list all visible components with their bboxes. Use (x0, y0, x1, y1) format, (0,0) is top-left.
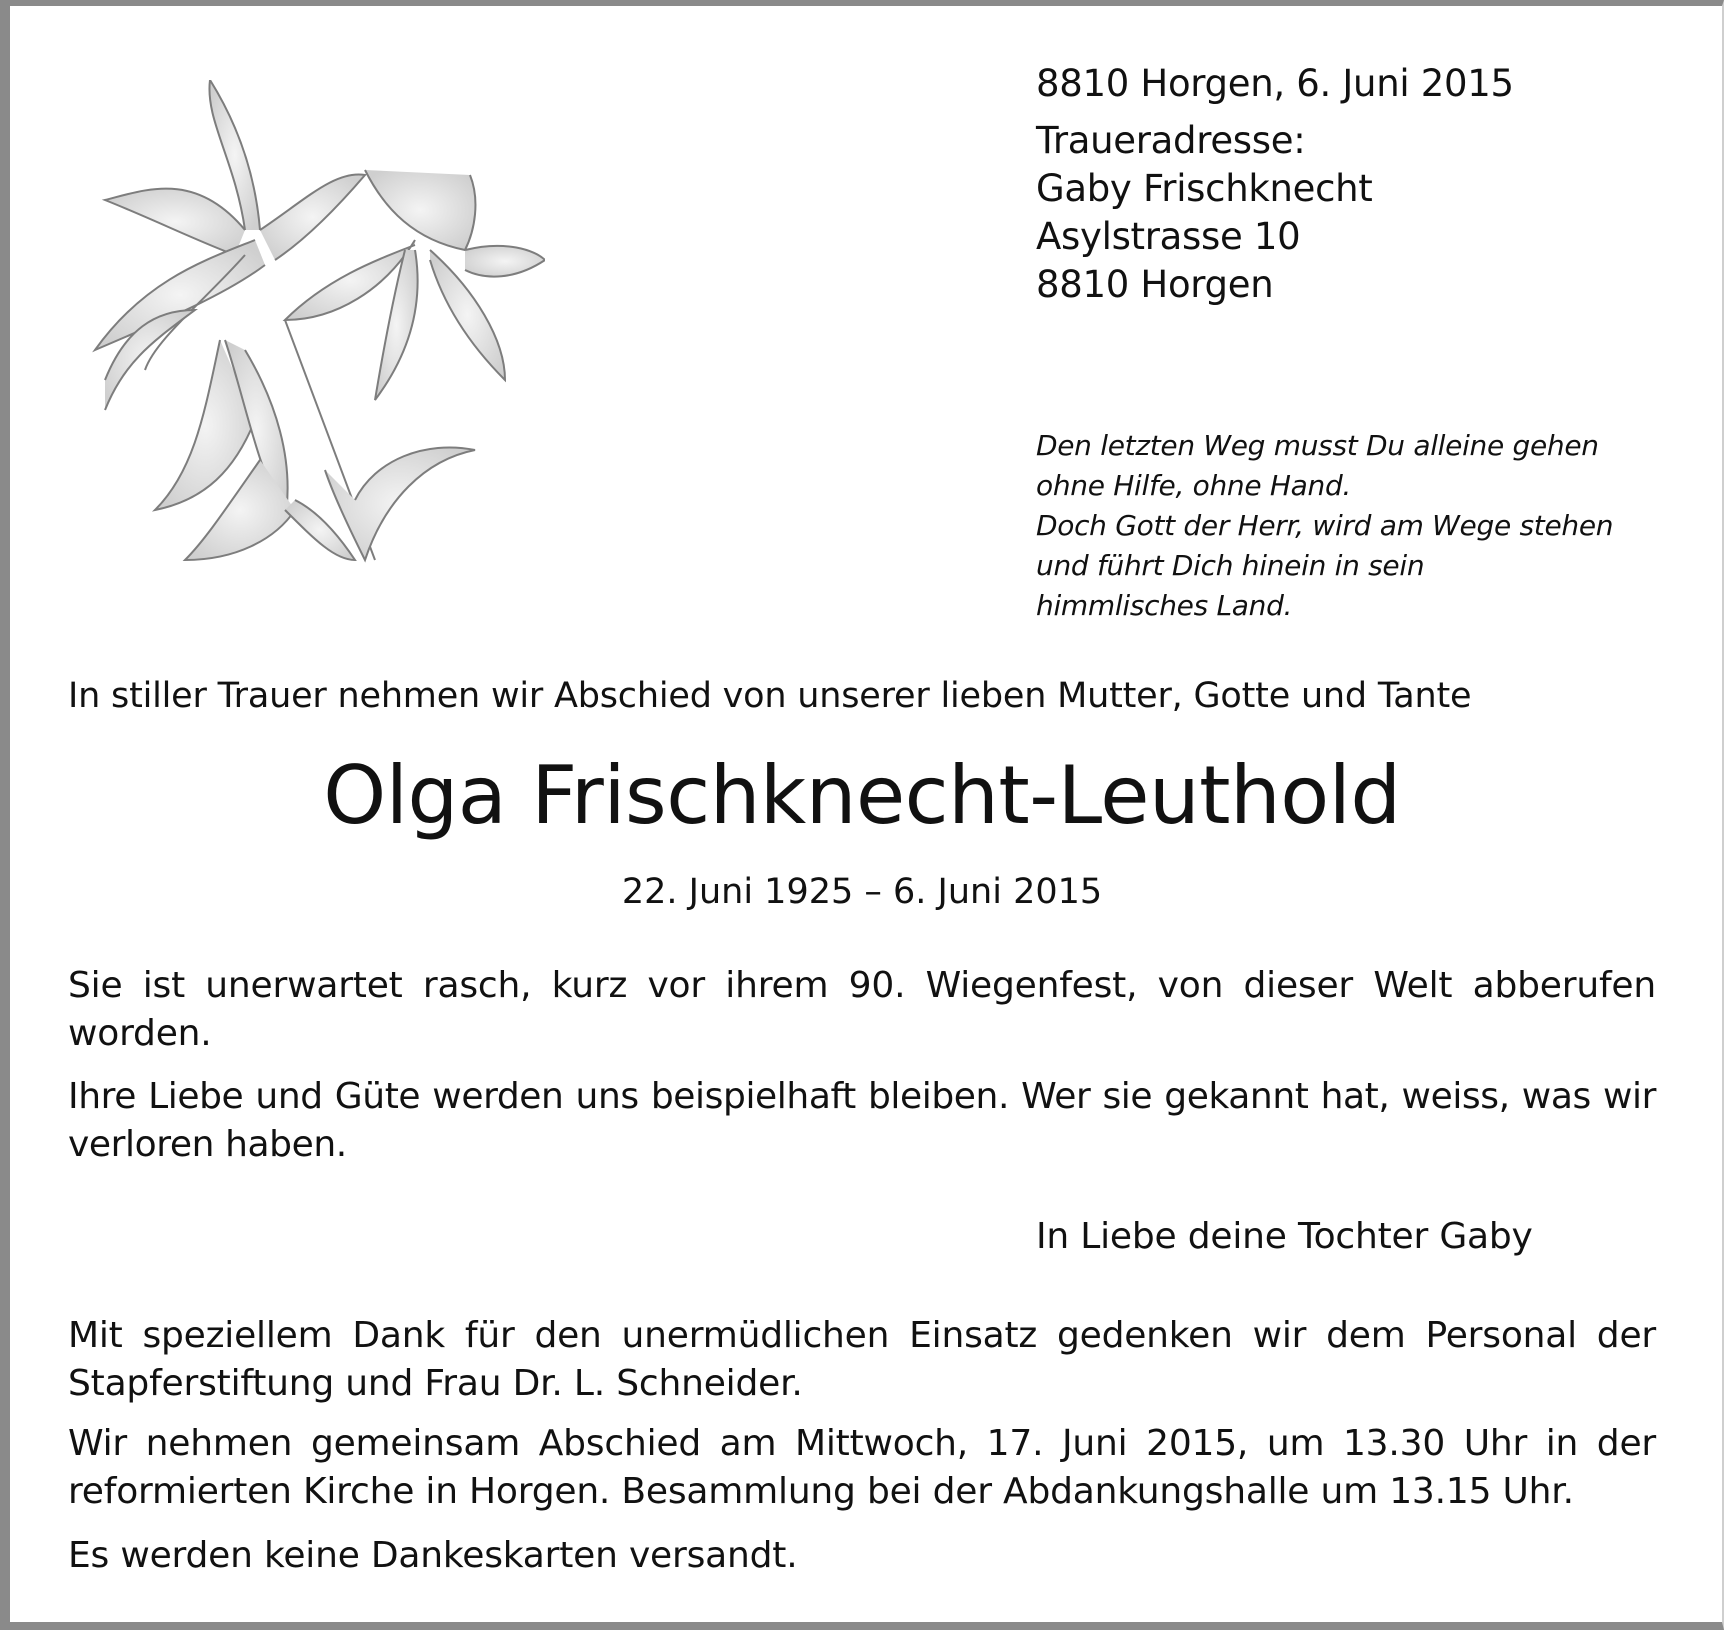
paragraph-thanks: Mit speziellem Dank für den unermüdlichen Einsatz gedenken wir dem Personal der Stapferstiftung und Frau Dr. L. Schneider. (68, 1315, 1656, 1404)
life-dates: 22. Juni 1925 – 6. Juni 2015 (621, 872, 1103, 912)
address-name: Gaby Frischknecht (1036, 167, 1373, 210)
address-city: 8810 Horgen (1036, 263, 1274, 306)
poem (1036, 426, 1676, 626)
poem-line: Den letzten Weg musst Du alleine gehen (1036, 429, 1599, 462)
lily-flower-illustration (85, 80, 545, 620)
address-label: Traueradresse: (1036, 119, 1306, 162)
poem-line: und führt Dich hinein in sein (1036, 549, 1425, 582)
poem-line: himmlisches Land. (1036, 589, 1293, 622)
poem-line: ohne Hilfe, ohne Hand. (1036, 469, 1352, 502)
place-date: 8810 Horgen, 6. Juni 2015 (1036, 62, 1514, 105)
mourning-address-block (1036, 60, 1656, 309)
address-street: Asylstrasse 10 (1036, 215, 1301, 258)
paragraph-funeral-details: Wir nehmen gemeinsam Abschied am Mittwoch, 17. Juni 2015, um 13.30 Uhr in der reformierten Kirche in Horgen. Besammlung bei der Abdankungshalle um 13.15 Uhr. (68, 1423, 1656, 1512)
deceased-name: Olga Frischknecht-Leuthold (323, 749, 1401, 842)
paragraph-no-cards: Es werden keine Dankeskarten versandt. (68, 1535, 798, 1576)
signature: In Liebe deine Tochter Gaby (1036, 1216, 1533, 1257)
paragraph-passing: Sie ist unerwartet rasch, kurz vor ihrem 90. Wiegenfest, von dieser Welt abberufen worden. (68, 965, 1656, 1054)
paragraph-remembrance: Ihre Liebe und Güte werden uns beispielhaft bleiben. Wer sie gekannt hat, weiss, was wir verloren haben. (68, 1076, 1656, 1165)
poem-line: Doch Gott der Herr, wird am Wege stehen (1036, 509, 1614, 542)
intro-text: In stiller Trauer nehmen wir Abschied von unserer lieben Mutter, Gotte und Tante (68, 676, 1472, 716)
